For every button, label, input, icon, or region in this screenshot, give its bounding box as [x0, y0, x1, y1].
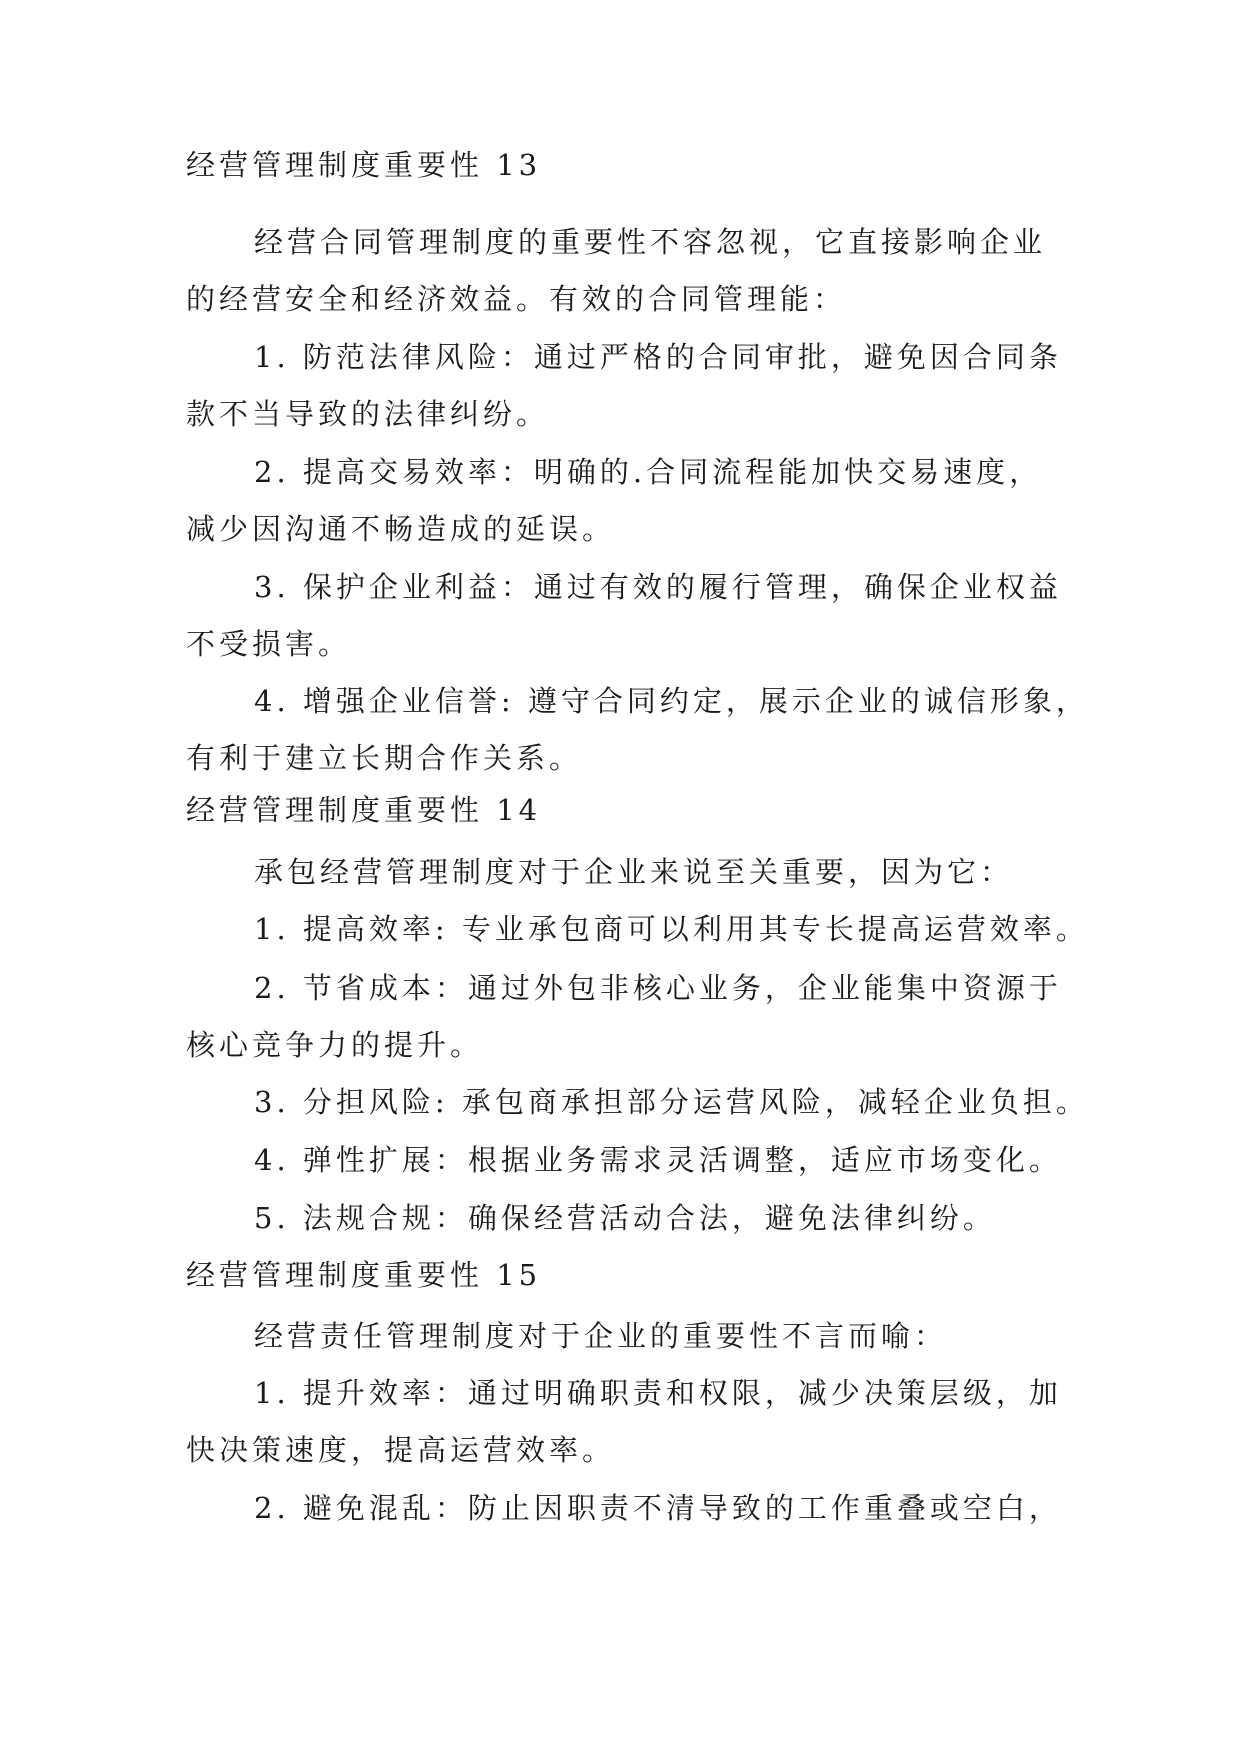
section-heading: 经营管理制度重要性 14	[186, 793, 542, 827]
list-item-line: 不受损害。	[186, 627, 352, 661]
list-item-line: 3. 分担风险: 承包商承担部分运营风险，减轻企业负担。	[254, 1085, 1089, 1119]
section-heading: 经营管理制度重要性 15	[186, 1258, 542, 1292]
paragraph-line: 经营合同管理制度的重要性不容忽视，它直接影响企业	[254, 225, 1047, 259]
section-heading: 经营管理制度重要性 13	[186, 148, 542, 182]
list-item-line: 2. 节省成本：通过外包非核心业务，企业能集中资源于	[254, 971, 1062, 1005]
list-item-line: 5. 法规合规：确保经营活动合法，避免法律纠纷。	[254, 1201, 996, 1235]
paragraph-line: 经营责任管理制度对于企业的重要性不言而喻：	[254, 1319, 948, 1353]
list-item-line: 有利于建立长期合作关系。	[186, 741, 583, 775]
list-item-line: 4. 弹性扩展：根据业务需求灵活调整，适应市场变化。	[254, 1143, 1062, 1177]
list-item-line: 快决策速度，提高运营效率。	[186, 1433, 616, 1467]
list-item-line: 1. 提高效率: 专业承包商可以利用其专长提高运营效率。	[254, 912, 1089, 946]
list-item-line: 4. 增强企业信誉: 遵守合同约定，展示企业的诚信形象，	[254, 684, 1089, 718]
list-item-line: 2. 提高交易效率：明确的.合同流程能加快交易速度，	[254, 455, 1043, 489]
list-item-line: 1. 防范法律风险：通过严格的合同审批，避免因合同条	[254, 340, 1062, 374]
list-item-line: 款不当导致的法律纠纷。	[186, 397, 550, 431]
list-item-line: 1. 提升效率：通过明确职责和权限，减少决策层级，加	[254, 1376, 1062, 1410]
paragraph-line: 的经营安全和经济效益。有效的合同管理能：	[186, 282, 847, 316]
paragraph-line: 承包经营管理制度对于企业来说至关重要，因为它：	[254, 855, 1014, 889]
list-item-line: 3. 保护企业利益：通过有效的履行管理，确保企业权益	[254, 570, 1062, 604]
list-item-line: 核心竞争力的提升。	[186, 1028, 484, 1062]
list-item-line: 减少因沟通不畅造成的延误。	[186, 512, 616, 546]
list-item-line: 2. 避免混乱：防止因职责不清导致的工作重叠或空白，	[254, 1491, 1062, 1525]
